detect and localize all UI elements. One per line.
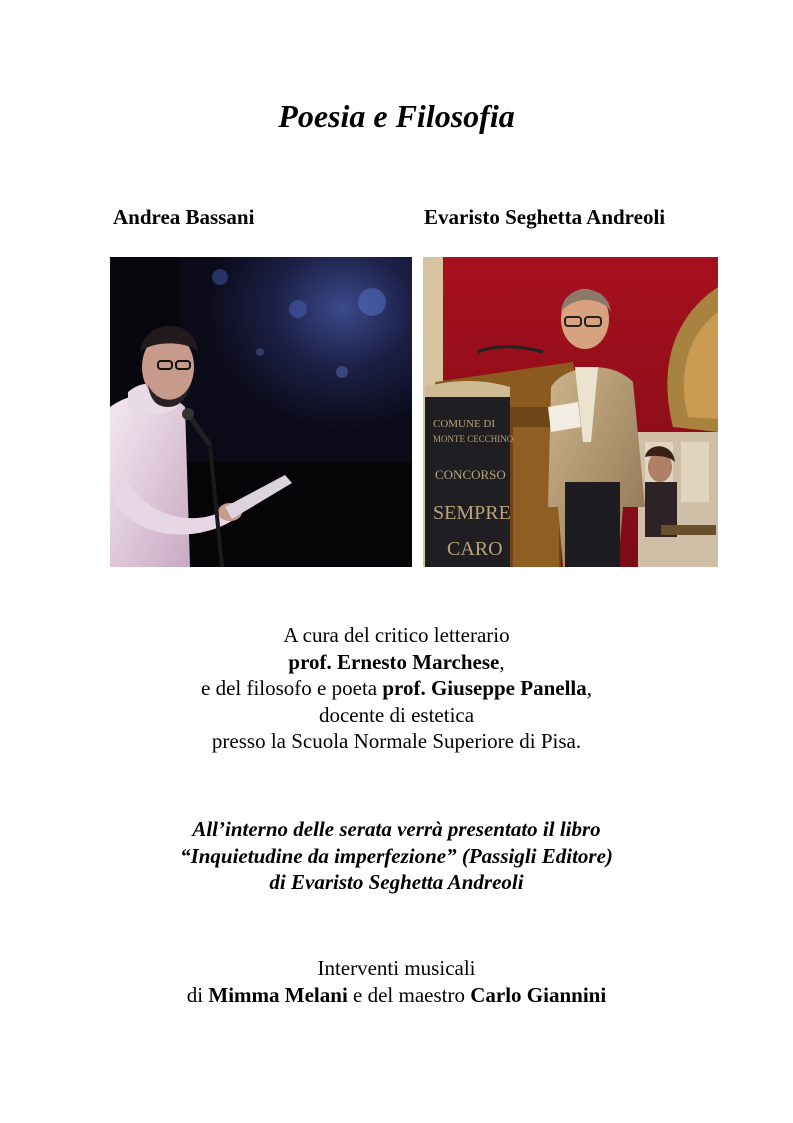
banner-text-5: CARO (447, 538, 503, 560)
photo-andrea-bassani (110, 257, 412, 567)
music-line-1: Interventi musicali (317, 956, 476, 980)
musician-name-melani: Mimma Melani (208, 982, 348, 1007)
curated-line-3: e del filosofo e poeta prof. Giuseppe Panella, (201, 676, 592, 701)
curated-line-4: docente di estetica (318, 702, 475, 727)
banner-text-1: COMUNE DI (433, 418, 496, 430)
music-line-2: di Mimma Melani e del maestro Carlo Giannini (186, 982, 607, 1007)
musician-name-giannini: Carlo Giannini (470, 982, 607, 1007)
curated-line-1: A cura del critico letterario (283, 623, 510, 647)
curator-name-panella: prof. Giuseppe Panella (382, 676, 587, 701)
speaker-name-right: Evaristo Seghetta Andreoli (424, 205, 666, 229)
curated-line-5: presso la Scuola Normale Superiore di Pisa. (211, 729, 582, 754)
curated-line-2: prof. Ernesto Marchese, (288, 649, 505, 674)
curators-section (0, 622, 793, 755)
book-line-3: di Evaristo Seghetta Andreoli (269, 870, 524, 895)
speaker-name-left: Andrea Bassani (113, 205, 255, 229)
book-line-1: All’interno delle serata verrà presentato il libro (192, 817, 601, 841)
banner-text-4: SEMPRE (433, 502, 511, 524)
music-section (0, 955, 793, 1008)
book-line-2: “Inquietudine da imperfezione” (Passigli Editore) (180, 843, 613, 868)
book-presentation-section (0, 816, 793, 896)
banner-text-3: CONCORSO (435, 467, 506, 482)
banner-text-2: MONTE CECCHINO (433, 434, 514, 444)
curator-name-marchese: prof. Ernesto Marchese (288, 649, 500, 674)
document-title: Poesia e Filosofia (278, 98, 515, 134)
photo-evaristo-seghetta-andreoli (423, 257, 718, 567)
